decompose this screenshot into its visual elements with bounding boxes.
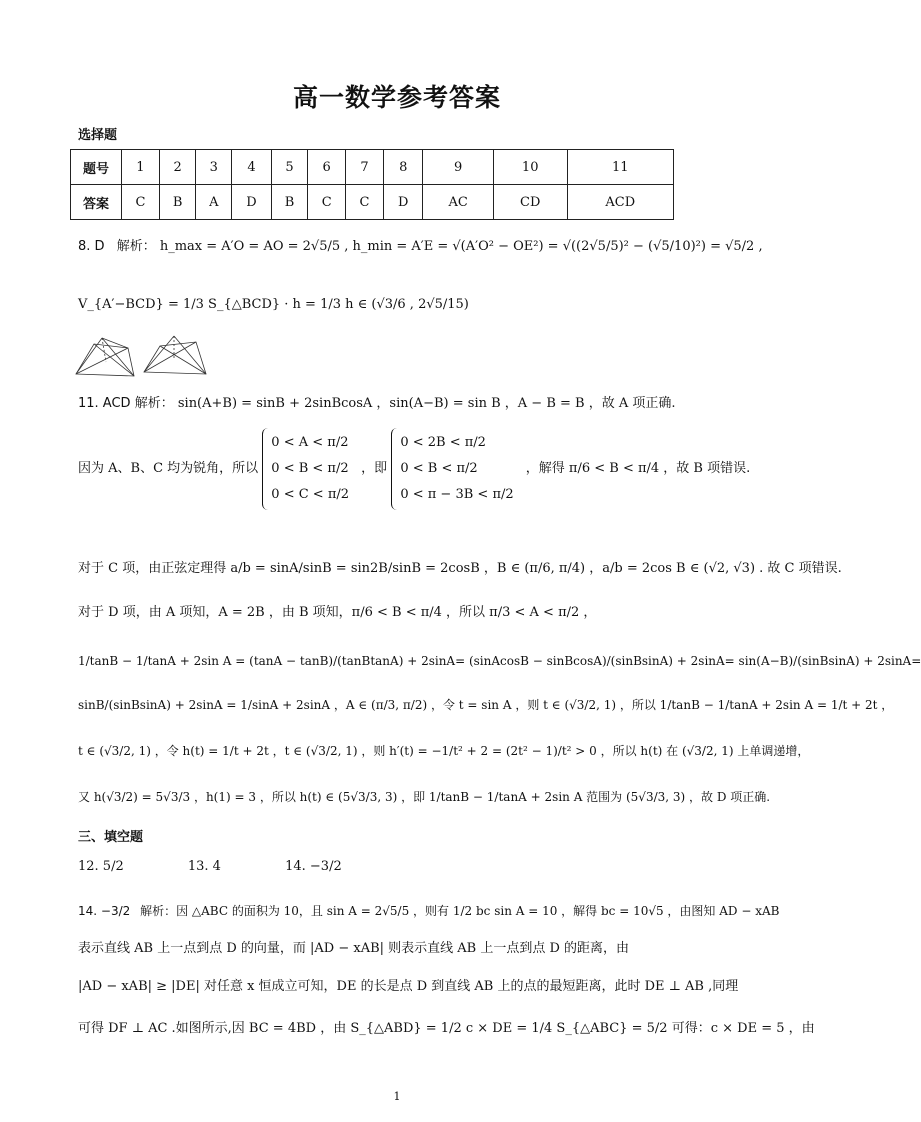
q8-label: 8. D — [78, 239, 105, 254]
fill-answer-14: 14. −3/2 — [285, 859, 342, 874]
table-cell: C — [122, 185, 160, 220]
table-cell: 6 — [308, 150, 346, 185]
table-cell: AC — [423, 185, 493, 220]
q8-line1 — [78, 238, 763, 256]
q11-text2b: ，即 — [361, 461, 388, 476]
q11-line5: 1/tanB − 1/tanA + 2sin A = (tanA − tanB)/(tanBtanA) + 2sinA= (sinAcosB − sinBcosA)/(sinBsinA) + 2sinA= sin(A−B)/(sinBsinA) + 2sinA= — [78, 654, 921, 668]
q14-text1: 解析：因 △ABC 的面积为 10，且 sin A = 2√5/5 ，则有 1/2 bc sin A = 10 ，解得 bc = 10√5 ，由图知 AD − xAB — [140, 904, 780, 918]
q11-line8: 又 h(√3/2) = 5√3/3 ，h(1) = 3 ，所以 h(t) ∈ (5√3/3, 3) ，即 1/tanB − 1/tanA + 2sin A 范围为 (5√3/3, 3) ，故 D 项正确. — [78, 790, 771, 804]
table-row-numbers — [71, 150, 674, 185]
q14-line1 — [78, 902, 779, 920]
table-cell: A — [196, 185, 232, 220]
q8-figure-pyramids — [74, 334, 274, 380]
table-cell: 7 — [346, 150, 384, 185]
q14-line2: 表示直线 AB 上一点到点 D 的向量，而 |AD − xAB| 则表示直线 AB 上一点到点 D 的距离，由 — [78, 941, 630, 956]
q11-line7: t ∈ (√3/2, 1) ，令 h(t) = 1/t + 2t ，t ∈ (√3/2, 1) ，则 h′(t) = −1/t² + 2 = (2t² − 1)/t² > 0 ，所以 h(t) 在 (√3/2, 1) 上单调递增， — [78, 744, 810, 758]
table-cell: C — [308, 185, 346, 220]
section-choice-heading: 选择题 — [78, 128, 118, 143]
q11-text2a: 因为 A、B、C 均为锐角，所以 — [78, 461, 259, 476]
table-cell: B — [159, 185, 196, 220]
table-cell: C — [346, 185, 384, 220]
q8-lead: 解析： — [116, 239, 156, 254]
table-cell: 2 — [159, 150, 196, 185]
fill-answer-12: 12. 5/2 — [78, 859, 124, 874]
q11-case: 0 < C < π/2 — [271, 487, 350, 502]
q11-text1: sin(A+B) = sinB + 2sinBcosA ，sin(A−B) = sin B ，A − B = B ，故 A 项正确. — [177, 396, 676, 411]
table-header-answer: 答案 — [71, 185, 122, 220]
table-cell: 1 — [122, 150, 160, 185]
q8-line2: V_{A′−BCD} = 1/3 S_{△BCD} · h = 1/3 h ∈ (√3/6 , 2√5/15) — [78, 297, 469, 312]
q14-line3: |AD − xAB| ≥ |DE| 对任意 x 恒成立可知，DE 的长是点 D 到直线 AB 上的点的最短距离，此时 DE ⊥ AB ,同理 — [78, 979, 739, 994]
table-header-number: 题号 — [71, 150, 122, 185]
q11-case: 0 < A < π/2 — [271, 435, 349, 450]
q11-cases-left — [262, 428, 357, 510]
table-cell: D — [383, 185, 423, 220]
table-cell: CD — [493, 185, 567, 220]
answer-table — [70, 149, 674, 220]
table-cell: 3 — [196, 150, 232, 185]
fill-answer-13: 13. 4 — [187, 859, 221, 874]
q11-case: 0 < B < π/2 — [400, 461, 478, 476]
table-cell: D — [232, 185, 272, 220]
q11-line4: 对于 D 项，由 A 项知，A = 2B ，由 B 项知，π/6 < B < π/4 ，所以 π/3 < A < π/2 ， — [78, 605, 597, 620]
q11-line3: 对于 C 项，由正弦定理得 a/b = sinA/sinB = sin2B/sinB = 2cosB ，B ∈ (π/6, π/4) ，a/b = 2cos B ∈ (√2, √3) . 故 C 项错误. — [78, 561, 842, 576]
table-cell: 10 — [493, 150, 567, 185]
table-cell: 11 — [567, 150, 673, 185]
q14-line4: 可得 DF ⊥ AC .如图所示,因 BC = 4BD ，由 S_{△ABD} = 1/2 c × DE = 1/4 S_{△ABC} = 5/2 可得：c × DE = 5 ，由 — [78, 1021, 815, 1036]
table-cell: 4 — [232, 150, 272, 185]
q11-lead: 解析： — [134, 396, 174, 411]
q11-text2c: ，解得 π/6 < B < π/4 ，故 B 项错误. — [525, 461, 751, 476]
q14-label: 14. −3/2 — [78, 904, 131, 918]
q11-case: 0 < 2B < π/2 — [400, 435, 486, 450]
page-number: 1 — [393, 1090, 401, 1103]
fill-answers — [78, 858, 342, 876]
table-cell: 5 — [271, 150, 308, 185]
q11-cases-line — [78, 428, 750, 510]
q11-label: 11. ACD — [78, 396, 131, 411]
q11-line6: sinB/(sinBsinA) + 2sinA = 1/sinA + 2sinA ，A ∈ (π/3, π/2) ，令 t = sin A ，则 t ∈ (√3/2, 1) ，所以 1/tanB − 1/tanA + 2sin A = 1/t + 2t ， — [78, 698, 894, 712]
q11-line1 — [78, 395, 676, 413]
q11-case: 0 < B < π/2 — [271, 461, 349, 476]
table-row-answers — [71, 185, 674, 220]
table-cell: B — [271, 185, 308, 220]
table-cell: ACD — [567, 185, 673, 220]
table-cell: 9 — [423, 150, 493, 185]
page-title: 高一数学参考答案 — [292, 83, 501, 112]
q11-cases-right — [391, 428, 521, 510]
section-fill-heading: 三、填空题 — [78, 830, 144, 845]
q8-formula1: h_max = A′O = AO = 2√5/5 , h_min = A′E = √(A′O² − OE²) = √((2√5/5)² − (√5/10)²) = √5/2 , — [159, 239, 763, 254]
table-cell: 8 — [383, 150, 423, 185]
q11-case: 0 < π − 3B < π/2 — [400, 487, 514, 502]
